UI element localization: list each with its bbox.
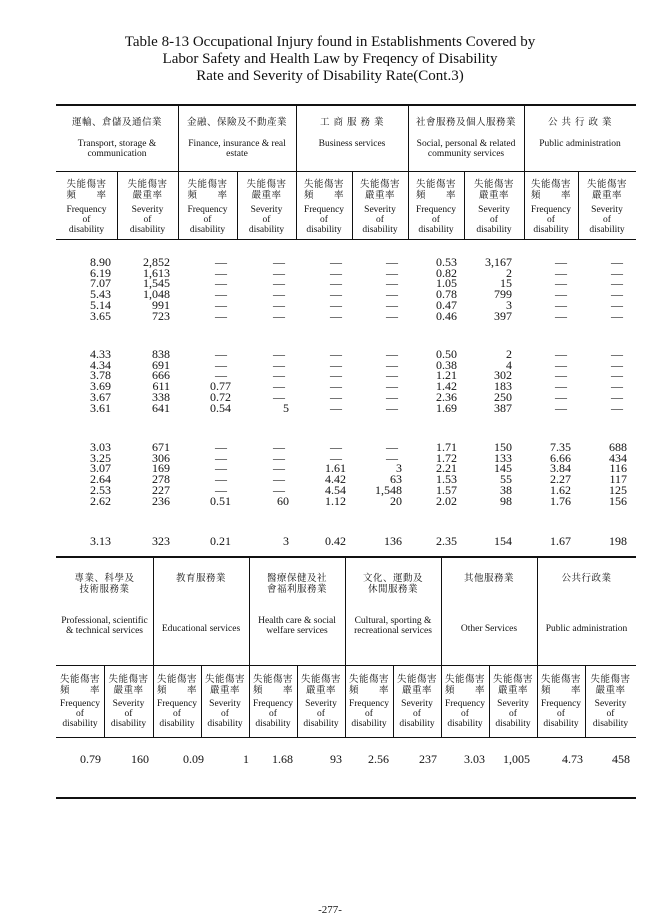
- table-cell: —: [215, 347, 227, 361]
- table-cell: —: [273, 389, 285, 404]
- bottom-sub-header-freq-en: Frequency of disability: [348, 699, 390, 729]
- bottom-sub-header-freq-zh: 失能傷害 頻 率: [59, 674, 100, 696]
- table-cell: 3: [506, 297, 512, 312]
- top-sub-header-freq-en: Frequency of disability: [303, 205, 345, 235]
- table-cell: 1.21: [436, 368, 457, 383]
- table-cell: 4.42: [325, 472, 346, 487]
- top-sub-header-sev-zh: 失能傷害 嚴重率: [473, 179, 514, 201]
- bottom-sub-header-sev-zh: 失能傷害 嚴重率: [492, 674, 533, 696]
- table-cell: 0.78: [436, 287, 457, 302]
- table-cell: 5.14: [90, 297, 111, 312]
- group-header-en: Business services: [318, 139, 386, 149]
- table-cell: 671: [152, 440, 170, 454]
- table-cell: 125: [609, 482, 627, 497]
- table-cell: —: [330, 255, 342, 269]
- table-cell: 991: [152, 297, 170, 312]
- table-cell: 4: [506, 357, 512, 372]
- table-cell: 4.34: [90, 357, 111, 372]
- top-sub-header-sev-zh: 失能傷害 嚴重率: [246, 179, 287, 201]
- top-sub-header-sev-en: Severity of disability: [248, 205, 285, 235]
- table-cell: 198: [609, 534, 627, 548]
- bottom-sub-header-sev-en: Severity of disability: [495, 699, 531, 729]
- table-cell: 3.13: [90, 534, 111, 548]
- table-cell: 2.35: [436, 534, 457, 548]
- table-cell: 3.78: [90, 368, 111, 383]
- top-sub-header-freq-zh: 失能傷害 頻 率: [66, 179, 107, 201]
- table-cell: —: [215, 297, 227, 312]
- table-cell: 4.73: [562, 752, 583, 766]
- table-cell: 63: [390, 472, 402, 487]
- top-sub-header-freq-zh: 失能傷害 頻 率: [187, 179, 228, 201]
- table-cell: —: [273, 472, 285, 487]
- table-cell: 15: [500, 276, 512, 291]
- group-header-en: Professional, scientific & technical services: [61, 616, 148, 636]
- table-cell: 306: [152, 450, 170, 465]
- table-cell: 0.46: [436, 308, 457, 323]
- group-header-zh: 其他服務業: [463, 573, 514, 584]
- table-cell: 641: [152, 400, 170, 415]
- table-cell: 3.61: [90, 400, 111, 415]
- group-header-zh: 專業、科學及 技術服務業: [74, 573, 135, 595]
- page-number: -277-: [318, 904, 342, 916]
- bottom-sub-header-freq-en: Frequency of disability: [156, 699, 198, 729]
- table-cell: —: [273, 297, 285, 312]
- table-cell: 2.64: [90, 472, 111, 487]
- table-cell: —: [386, 255, 398, 269]
- bottom-sub-header-sev-zh: 失能傷害 嚴重率: [204, 674, 245, 696]
- table-cell: —: [330, 450, 342, 465]
- top-sub-header-sev-zh: 失能傷害 嚴重率: [127, 179, 168, 201]
- table-cell: 136: [384, 534, 402, 548]
- table-cell: —: [386, 400, 398, 415]
- sub-header-rule: [56, 239, 636, 240]
- bottom-sub-header-sev-zh: 失能傷害 嚴重率: [590, 674, 631, 696]
- table-cell: 5: [283, 400, 289, 415]
- table-cell: 0.42: [325, 534, 346, 548]
- group-header-zh: 公 共 行 政 業: [547, 117, 613, 128]
- table-cell: 60: [277, 493, 289, 508]
- bottom-sub-header-freq-zh: 失能傷害 頻 率: [348, 674, 389, 696]
- table-cell: 0.09: [183, 752, 204, 766]
- table-cell: —: [386, 308, 398, 323]
- top-sub-header-sev-zh: 失能傷害 嚴重率: [586, 179, 627, 201]
- table-cell: 3.07: [90, 461, 111, 476]
- table-cell: 1.67: [550, 534, 571, 548]
- table-cell: 611: [152, 379, 170, 394]
- table-cell: —: [386, 379, 398, 394]
- table-cell: —: [386, 440, 398, 454]
- table-cell: —: [215, 265, 227, 280]
- bottom-rule: [56, 556, 636, 558]
- table-cell: 799: [494, 287, 512, 302]
- table-cell: —: [330, 368, 342, 383]
- table-cell: 93: [330, 752, 342, 766]
- table-cell: —: [215, 482, 227, 497]
- bottom-sub-header-sev-en: Severity of disability: [303, 699, 339, 729]
- top-sub-header-freq-zh: 失能傷害 頻 率: [530, 179, 571, 201]
- table-cell: 2.62: [90, 493, 111, 508]
- table-cell: 1.05: [436, 276, 457, 291]
- top-sub-header-sev-en: Severity of disability: [129, 205, 166, 235]
- bottom-sub-header-sev-zh: 失能傷害 嚴重率: [300, 674, 341, 696]
- table-cell: —: [273, 308, 285, 323]
- table-cell: —: [330, 379, 342, 394]
- table-cell: 0.54: [210, 400, 231, 415]
- table-cell: —: [273, 287, 285, 302]
- table-cell: 323: [152, 534, 170, 548]
- bottom-sub-header-sev-en: Severity of disability: [399, 699, 435, 729]
- top-sub-header-sev-en: Severity of disability: [589, 205, 625, 235]
- table-cell: 237: [419, 752, 437, 766]
- table-cell: —: [386, 368, 398, 383]
- group-header-en: Public administration: [539, 139, 621, 149]
- table-cell: 387: [494, 400, 512, 415]
- group-header-zh: 社會服務及個人服務業: [415, 117, 516, 128]
- table-cell: 2.56: [368, 752, 389, 766]
- group-header-zh: 公共行政業: [561, 573, 612, 584]
- table-cell: —: [555, 265, 567, 280]
- table-cell: 1.71: [436, 440, 457, 454]
- table-cell: 0.50: [436, 347, 457, 361]
- table-cell: —: [386, 389, 398, 404]
- sub-header-rule: [56, 737, 636, 738]
- table-cell: 2.27: [550, 472, 571, 487]
- table-cell: —: [555, 255, 567, 269]
- table-cell: 4.33: [90, 347, 111, 361]
- top-sub-header-freq-en: Frequency of disability: [530, 205, 572, 235]
- table-cell: 3.25: [90, 450, 111, 465]
- table-cell: 7.07: [90, 276, 111, 291]
- table-cell: —: [330, 297, 342, 312]
- title-line-1: Table 8-13 Occupational Injury found in Establishments Covered by: [124, 34, 536, 50]
- table-cell: 2: [506, 265, 512, 280]
- table-cell: 2.21: [436, 461, 457, 476]
- table-cell: 1.57: [436, 482, 457, 497]
- table-cell: 1.42: [436, 379, 457, 394]
- bottom-sub-header-freq-en: Frequency of disability: [444, 699, 486, 729]
- top-sub-header-freq-en: Frequency of disability: [66, 205, 107, 235]
- table-cell: 3.69: [90, 379, 111, 394]
- group-header-en: Other Services: [460, 624, 518, 634]
- table-cell: —: [611, 357, 623, 372]
- table-cell: —: [215, 440, 227, 454]
- table-cell: 2.53: [90, 482, 111, 497]
- top-sub-header-freq-en: Frequency of disability: [187, 205, 228, 235]
- group-header-en: Transport, storage & communication: [77, 139, 157, 159]
- table-cell: —: [330, 265, 342, 280]
- table-cell: —: [611, 276, 623, 291]
- table-cell: 434: [609, 450, 627, 465]
- table-cell: —: [215, 461, 227, 476]
- group-header-rule: [56, 665, 636, 666]
- bottom-sub-header-freq-en: Frequency of disability: [59, 699, 101, 729]
- table-cell: —: [386, 265, 398, 280]
- table-cell: —: [555, 287, 567, 302]
- table-cell: 1.76: [550, 493, 571, 508]
- table-cell: —: [611, 379, 623, 394]
- top-sub-header-sev-zh: 失能傷害 嚴重率: [359, 179, 400, 201]
- table-cell: —: [330, 357, 342, 372]
- table-cell: 1.53: [436, 472, 457, 487]
- bottom-sub-header-freq-zh: 失能傷害 頻 率: [444, 674, 485, 696]
- table-cell: —: [273, 461, 285, 476]
- table-cell: 1.62: [550, 482, 571, 497]
- table-cell: —: [555, 379, 567, 394]
- bottom-sub-header-sev-en: Severity of disability: [110, 699, 147, 729]
- table-cell: 302: [494, 368, 512, 383]
- table-cell: —: [273, 450, 285, 465]
- table-cell: —: [273, 379, 285, 394]
- table-cell: 0.38: [436, 357, 457, 372]
- table-cell: 169: [152, 461, 170, 476]
- group-header-zh: 教育服務業: [175, 573, 226, 584]
- table-cell: 133: [494, 450, 512, 465]
- bottom-sub-header-sev-zh: 失能傷害 嚴重率: [108, 674, 149, 696]
- table-cell: 145: [494, 461, 512, 476]
- group-header-en: Finance, insurance & real estate: [188, 139, 286, 159]
- table-cell: —: [611, 389, 623, 404]
- table-cell: 3,167: [485, 255, 512, 269]
- table-cell: 0.47: [436, 297, 457, 312]
- table-cell: 55: [500, 472, 512, 487]
- table-cell: —: [273, 357, 285, 372]
- table-cell: 236: [152, 493, 170, 508]
- table-cell: —: [611, 368, 623, 383]
- table-cell: —: [611, 297, 623, 312]
- title-line-3: Rate and Severity of Disability Rate(Cont.3): [196, 68, 464, 84]
- table-cell: 458: [612, 752, 630, 766]
- table-cell: 150: [494, 440, 512, 454]
- table-cell: 20: [390, 493, 402, 508]
- table-cell: —: [215, 287, 227, 302]
- group-header-en: Health care & social welfare services: [258, 616, 336, 636]
- group-header-zh: 文化、運動及 休閒服務業: [362, 573, 423, 595]
- table-cell: 688: [609, 440, 627, 454]
- table-cell: 3.03: [464, 752, 485, 766]
- top-sub-header-freq-zh: 失能傷害 頻 率: [415, 179, 456, 201]
- table-cell: 838: [152, 347, 170, 361]
- bottom-sub-header-sev-en: Severity of disability: [207, 699, 243, 729]
- table-cell: 8.90: [90, 255, 111, 269]
- table-cell: 1.72: [436, 450, 457, 465]
- group-header-zh: 金融、保險及不動產業: [186, 117, 287, 128]
- table-cell: —: [611, 265, 623, 280]
- table-cell: —: [215, 276, 227, 291]
- table-cell: 3: [283, 534, 289, 548]
- table-cell: 0.79: [80, 752, 101, 766]
- table-cell: 3.84: [550, 461, 571, 476]
- table-cell: 1.69: [436, 400, 457, 415]
- top-sub-header-freq-en: Frequency of disability: [415, 205, 457, 235]
- group-header-zh: 工 商 服 務 業: [319, 117, 385, 128]
- table-cell: —: [330, 347, 342, 361]
- table-cell: 0.72: [210, 389, 231, 404]
- table-cell: —: [555, 347, 567, 361]
- table-cell: 250: [494, 389, 512, 404]
- final-rule: [56, 797, 636, 799]
- table-cell: 154: [494, 534, 512, 548]
- group-header-rule: [56, 171, 636, 172]
- table-cell: 0.53: [436, 255, 457, 269]
- table-cell: 98: [500, 493, 512, 508]
- table-cell: —: [386, 276, 398, 291]
- table-cell: —: [330, 276, 342, 291]
- table-cell: 160: [131, 752, 149, 766]
- table-cell: 38: [500, 482, 512, 497]
- group-header-zh: 醫療保健及社 會福利服務業: [266, 573, 327, 595]
- bottom-sub-header-freq-zh: 失能傷害 頻 率: [156, 674, 197, 696]
- table-cell: —: [330, 400, 342, 415]
- bottom-sub-header-sev-zh: 失能傷害 嚴重率: [396, 674, 437, 696]
- table-cell: 116: [609, 461, 627, 476]
- table-cell: —: [330, 308, 342, 323]
- table-cell: 6.19: [90, 265, 111, 280]
- table-cell: —: [555, 389, 567, 404]
- table-cell: —: [330, 389, 342, 404]
- table-cell: 278: [152, 472, 170, 487]
- table-cell: 397: [494, 308, 512, 323]
- table-cell: —: [215, 357, 227, 372]
- bottom-sub-header-sev-en: Severity of disability: [592, 699, 629, 729]
- bottom-sub-header-freq-zh: 失能傷害 頻 率: [252, 674, 293, 696]
- table-cell: 227: [152, 482, 170, 497]
- table-cell: —: [215, 450, 227, 465]
- table-cell: 4.54: [325, 482, 346, 497]
- table-cell: —: [611, 308, 623, 323]
- table-cell: —: [386, 357, 398, 372]
- table-cell: 691: [152, 357, 170, 372]
- table-cell: —: [386, 450, 398, 465]
- table-cell: —: [611, 400, 623, 415]
- table-cell: 7.35: [550, 440, 571, 454]
- table-cell: —: [273, 276, 285, 291]
- table-cell: —: [215, 472, 227, 487]
- top-rule: [56, 104, 636, 106]
- table-cell: 5.43: [90, 287, 111, 302]
- table-cell: —: [330, 287, 342, 302]
- table-cell: 1,048: [143, 287, 170, 302]
- table-cell: —: [273, 368, 285, 383]
- table-cell: 0.21: [210, 534, 231, 548]
- group-header-zh: 運輸、倉儲及通信業: [71, 117, 162, 128]
- group-header-en: Social, personal & related community services: [416, 139, 516, 159]
- table-cell: —: [555, 368, 567, 383]
- top-sub-header-sev-en: Severity of disability: [476, 205, 512, 235]
- table-cell: 1.12: [325, 493, 346, 508]
- bottom-sub-header-freq-en: Frequency of disability: [540, 699, 582, 729]
- table-cell: —: [215, 255, 227, 269]
- table-cell: —: [386, 347, 398, 361]
- table-cell: —: [555, 297, 567, 312]
- table-cell: —: [273, 440, 285, 454]
- table-cell: 1: [243, 752, 249, 766]
- table-cell: —: [611, 255, 623, 269]
- table-cell: —: [386, 297, 398, 312]
- table-cell: 3.67: [90, 389, 111, 404]
- table-cell: —: [555, 308, 567, 323]
- table-cell: —: [273, 255, 285, 269]
- table-cell: 1,005: [503, 752, 530, 766]
- table-cell: 2.02: [436, 493, 457, 508]
- table-cell: —: [273, 347, 285, 361]
- table-cell: 183: [494, 379, 512, 394]
- table-cell: 2,852: [143, 255, 170, 269]
- table-cell: —: [273, 265, 285, 280]
- table-cell: —: [611, 347, 623, 361]
- table-cell: 338: [152, 389, 170, 404]
- table-cell: —: [611, 287, 623, 302]
- group-header-en: Cultural, sporting & recreational services: [354, 616, 432, 636]
- table-cell: 0.82: [436, 265, 457, 280]
- table-cell: 1.68: [272, 752, 293, 766]
- bottom-sub-header-freq-zh: 失能傷害 頻 率: [540, 674, 581, 696]
- table-cell: 156: [609, 493, 627, 508]
- table-cell: —: [555, 357, 567, 372]
- table-cell: 3.65: [90, 308, 111, 323]
- table-cell: 0.77: [210, 379, 231, 394]
- table-cell: 2: [506, 347, 512, 361]
- table-cell: 0.51: [210, 493, 231, 508]
- table-cell: —: [330, 440, 342, 454]
- top-sub-header-freq-zh: 失能傷害 頻 率: [303, 179, 344, 201]
- table-cell: 2.36: [436, 389, 457, 404]
- table-cell: 1,548: [375, 482, 402, 497]
- table-cell: 666: [152, 368, 170, 383]
- table-cell: 3.03: [90, 440, 111, 454]
- title-line-2: Labor Safety and Health Law by Freqency of Disability: [162, 51, 498, 67]
- table-cell: 6.66: [550, 450, 571, 465]
- table-cell: —: [273, 482, 285, 497]
- table-cell: —: [386, 287, 398, 302]
- group-header-en: Educational services: [161, 624, 241, 634]
- table-cell: —: [215, 368, 227, 383]
- group-header-en: Public administration: [545, 624, 628, 634]
- table-cell: —: [555, 276, 567, 291]
- table-cell: —: [215, 308, 227, 323]
- table-cell: 3: [396, 461, 402, 476]
- table-cell: 1,545: [143, 276, 170, 291]
- table-cell: 1,613: [143, 265, 170, 280]
- table-cell: 723: [152, 308, 170, 323]
- bottom-sub-header-freq-en: Frequency of disability: [252, 699, 294, 729]
- table-cell: —: [555, 400, 567, 415]
- top-sub-header-sev-en: Severity of disability: [362, 205, 398, 235]
- table-cell: 117: [609, 472, 627, 487]
- table-cell: 1.61: [325, 461, 346, 476]
